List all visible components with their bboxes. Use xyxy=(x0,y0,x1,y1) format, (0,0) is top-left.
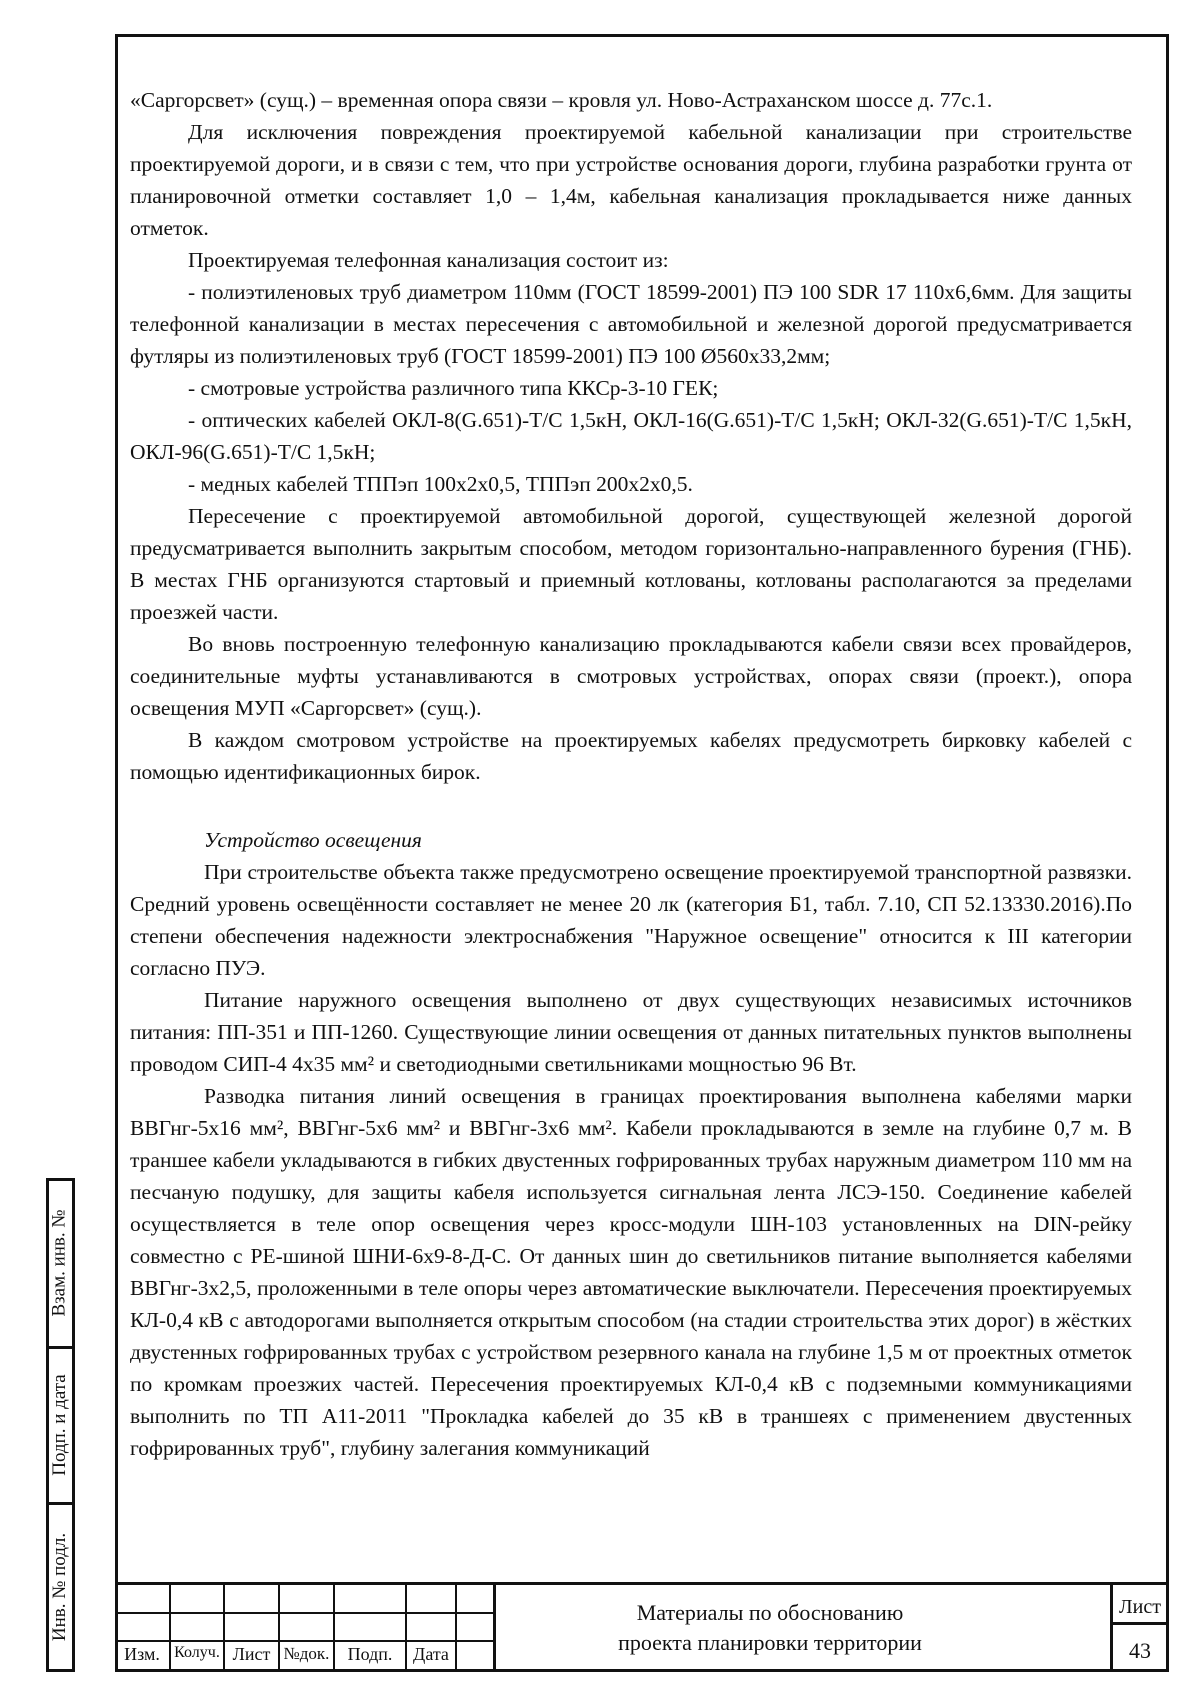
paragraph: «Саргорсвет» (сущ.) – временная опора связи – кровля ул. Ново-Астраханском шоссе д. 77с.1. xyxy=(130,88,993,112)
vzam-inv-label: Взам. инв. № xyxy=(49,1209,71,1317)
paragraph: - медных кабелей ТППэп 100х2х0,5, ТППэп 200х2х0,5. xyxy=(188,472,693,496)
paragraph: - смотровые устройства различного типа ККСр-3-10 ГЕК; xyxy=(188,376,719,400)
paragraph: - полиэтиленовых труб диаметром 110мм (ГОСТ 18599-2001) ПЭ 100 SDR 17 110х6,6мм. Для защиты телефонной канализации в местах пересечения с автомобильной и железной дорогой предусматривается футляры из полиэтиленовых труб (ГОСТ 18599-2001) ПЭ 100 Ø560х33,2мм; xyxy=(130,280,1132,368)
title-line-2: проекта планировки территории xyxy=(618,1630,922,1655)
podp-label: Подп. xyxy=(347,1644,393,1664)
ndok-label: №док. xyxy=(283,1644,330,1663)
sheet-number: 43 xyxy=(1129,1638,1151,1663)
sheet-label: Лист xyxy=(1119,1596,1161,1618)
inv-podl-label: Инв. № подл. xyxy=(49,1532,71,1642)
section-heading: Устройство освещения xyxy=(204,828,422,852)
title-line-1: Материалы по обоснованию xyxy=(636,1600,904,1625)
document-body xyxy=(130,84,1132,1464)
paragraph: - оптических кабелей ОКЛ-8(G.651)-Т/С 1,5кН, ОКЛ-16(G.651)-Т/С 1,5кН; ОКЛ-32(G.651)-Т/С 1,5кН, ОКЛ-96(G.651)-Т/С 1,5кН; xyxy=(130,408,1132,464)
paragraph: Разводка питания линий освещения в границах проектирования выполнена кабелями марки ВВГнг-5х16 мм², ВВГнг-5х6 мм² и ВВГнг-3х6 мм². Кабели прокладываются в земле на глубине 0,7 м. В траншее кабели укладываются в гибких двустенных гофрированных трубах наружным диаметром 110 мм на песчаную подушку, для защиты кабеля используется сигнальная лента ЛСЭ-150. Соединение кабелей осуществляется в теле опор освещения через кросс-модули ШН-103 установленных на DIN-рейку совместно с РЕ-шиной ШНИ-6х9-8-Д-С. От данных шин до светильников питание выполняется кабелями ВВГнг-3х2,5, проложенными в теле опоры через автоматические выключатели. Пересечения проектируемых КЛ-0,4 кВ с автодорогами выполняется открытым способом (на стадии строительства этих дорог) в жёстких двустенных гофрированных трубах с устройством резервного канала на глубине 1,5 м от проектных отметок по кромкам проезжих частей. Пересечения проектируемых КЛ-0,4 кВ с подземными коммуникациями выполнить по ТП А11-2011 "Прокладка кабелей до 35 кВ в траншеях с применением двустенных гофрированных труб", глубину залегания коммуникаций xyxy=(130,1084,1132,1460)
paragraph: Проектируемая телефонная канализация состоит из: xyxy=(188,248,669,272)
data-label: Дата xyxy=(413,1644,449,1664)
paragraph: В каждом смотровом устройстве на проектируемых кабелях предусмотреть бирковку кабелей с помощью идентификационных бирок. xyxy=(130,728,1132,784)
paragraph: Во вновь построенную телефонную канализацию прокладываются кабели связи всех провайдеров, соединительные муфты устанавливаются в смотровых устройствах, опорах связи (проект.), опора освещения МУП «Саргорсвет» (сущ.). xyxy=(130,632,1132,720)
koluch-label: Колуч. xyxy=(174,1644,220,1661)
document-title xyxy=(490,1598,1050,1658)
paragraph: При строительстве объекта также предусмотрено освещение проектируемой транспортной развязки. Средний уровень освещённости составляет не менее 20 лк (категория Б1, табл. 7.10, СП 52.13330.2016).По степени обеспечения надежности электроснабжения "Наружное освещение" относится к III категории согласно ПУЭ. xyxy=(130,860,1132,980)
paragraph: Для исключения повреждения проектируемой кабельной канализации при строительстве проектируемой дороги, и в связи с тем, что при устройстве основания дороги, глубина разработки грунта от планировочной отметки составляет 1,0 – 1,4м, кабельная канализация прокладывается ниже данных отметок. xyxy=(130,120,1132,240)
paragraph: Питание наружного освещения выполнено от двух существующих независимых источников питания: ПП-351 и ПП-1260. Существующие линии освещения от данных питательных пунктов выполнены проводом СИП-4 4х35 мм² и светодиодными светильниками мощностью 96 Вт. xyxy=(130,988,1132,1076)
paragraph-gap xyxy=(130,788,1132,824)
margin-border-inner xyxy=(72,1178,75,1672)
podp-data-label: Подп. и дата xyxy=(49,1374,71,1476)
paragraph: Пересечение с проектируемой автомобильной дорогой, существующей железной дорогой предусматривается выполнить закрытым способом, методом горизонтально-направленного бурения (ГНБ). В местах ГНБ организуются стартовый и приемный котлованы, котлованы располагаются за пределами проезжей части. xyxy=(130,504,1132,624)
list-label: Лист xyxy=(232,1644,271,1664)
izm-label: Изм. xyxy=(124,1644,160,1664)
